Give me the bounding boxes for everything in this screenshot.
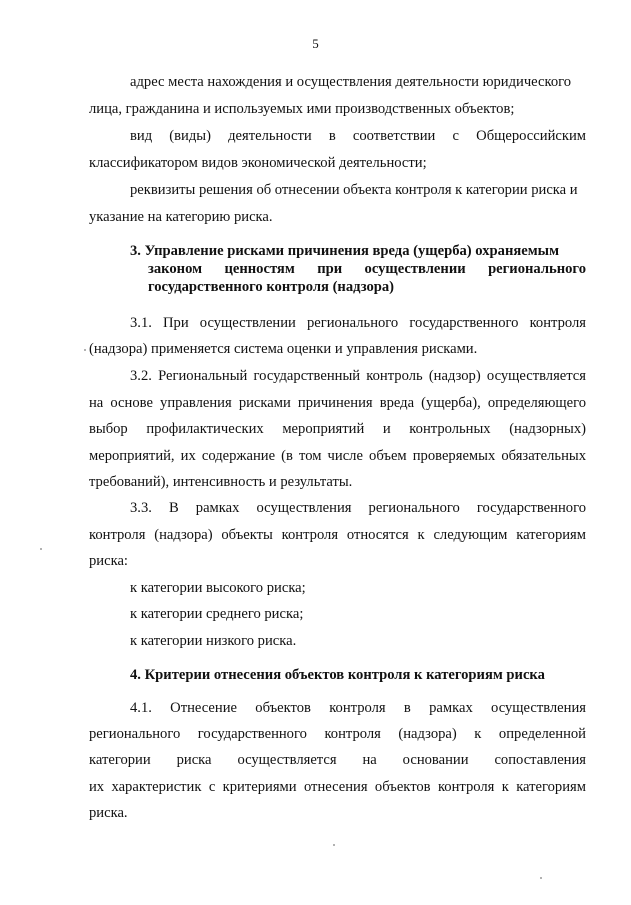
list-item-address-line-1: адрес места нахождения и осуществления деятельности юридического [130,74,572,90]
scan-speck [40,548,42,550]
paragraph-4-1-line-3: категории риска осуществляется на основании сопоставления [89,752,586,768]
paragraph-3-2-line-5: требований), интенсивность и результаты. [89,474,353,490]
category-high-risk: к категории высокого риска; [130,580,306,596]
paragraph-3-1-line-1: 3.1. При осуществлении регионального государственного контроля [130,315,586,331]
section-3-heading-line-3: государственного контроля (надзора) [148,279,395,295]
paragraph-3-2-line-1: 3.2. Региональный государственный контроль (надзор) осуществляется [130,368,586,384]
paragraph-3-2-line-3: выбор профилактических мероприятий и контрольных (надзорных) [89,421,586,437]
paragraph-4-1-line-1: 4.1. Отнесение объектов контроля в рамках осуществления [130,700,586,716]
scan-speck [333,844,335,846]
page-number: 5 [312,36,319,51]
section-4-heading: 4. Критерии отнесения объектов контроля к категориям риска [130,667,545,683]
list-item-decision-line-1: реквизиты решения об отнесении объекта контроля к категории риска и [130,182,578,198]
paragraph-3-3-line-1: 3.3. В рамках осуществления регионального государственного [130,500,586,516]
list-item-address-line-2: лица, гражданина и используемых ими производственных объектов; [89,101,515,117]
section-3-heading-line-1: 3. Управление рисками причинения вреда (ущерба) охраняемым [130,243,560,259]
paragraph-3-1-line-2: (надзора) применяется система оценки и управления рисками. [89,341,478,357]
list-item-activity-line-2: классификатором видов экономической деятельности; [89,155,427,171]
paragraph-3-3-line-2: контроля (надзора) объекты контроля относятся к следующим категориям [89,527,586,543]
paragraph-3-2-line-2: на основе управления рисками причинения вреда (ущерба), определяющего [89,395,586,411]
category-low-risk: к категории низкого риска. [130,633,297,649]
category-medium-risk: к категории среднего риска; [130,606,304,622]
section-3-heading-line-2: законом ценностям при осуществлении регионального [148,261,586,277]
paragraph-4-1-line-2: регионального государственного контроля (надзора) к определенной [89,726,586,742]
paragraph-4-1-line-4: их характеристик с критериями отнесения объектов контроля к категориям [89,779,586,795]
list-item-decision-line-2: указание на категорию риска. [89,209,273,225]
paragraph-3-2-line-4: мероприятий, их содержание (в том числе объем проверяемых обязательных [89,448,586,464]
scan-speck [84,349,86,351]
paragraph-4-1-line-5: риска. [89,805,128,821]
paragraph-3-3-line-3: риска: [89,553,128,569]
scan-speck [540,877,542,879]
list-item-activity-line-1: вид (виды) деятельности в соответствии с Общероссийским [130,128,586,144]
